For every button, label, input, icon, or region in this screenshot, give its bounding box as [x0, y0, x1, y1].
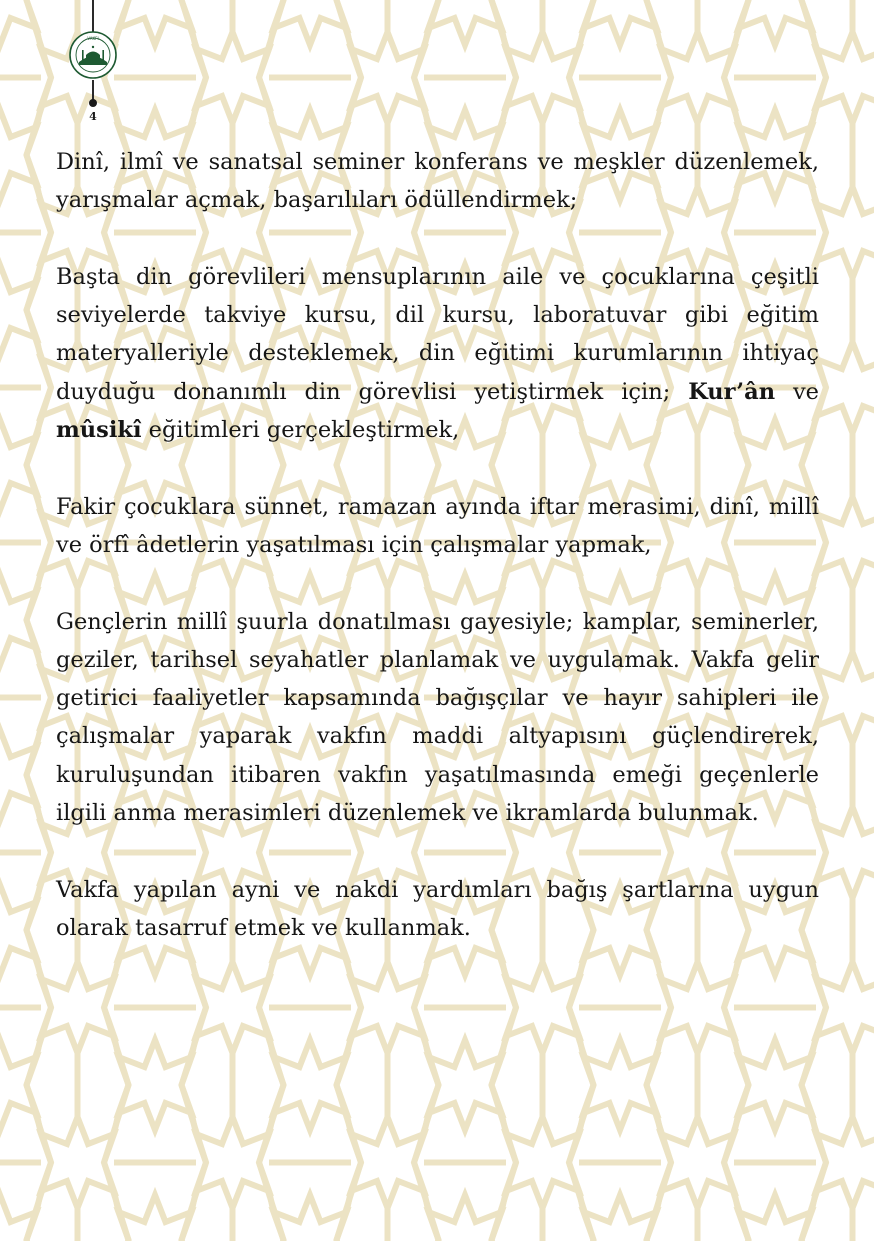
header-rule-top [92, 0, 94, 34]
paragraph-2-bold-musiki: mûsikî [56, 417, 142, 444]
paragraph-5: Vakfa yapılan ayni ve nakdi yardımları bağış şartlarına uygun olarak tasarruf etmek ve kullanmak. [56, 876, 819, 941]
foundation-seal-icon [69, 31, 117, 79]
paragraph-2-part-2: ve [775, 378, 819, 405]
paragraph-3: Fakir çocuklara sünnet, ramazan ayında iftar merasimi, dinî, millî ve örfî âdetlerin yaşatılması için çalışmalar yapmak, [56, 493, 819, 558]
header-dot [89, 99, 97, 107]
logo-ring-text: VAKFI [87, 36, 99, 41]
paragraph-1: Dinî, ilmî ve sanatsal seminer konferans ve meşkler düzenlemek, yarışmalar açmak, başarılıları ödüllendirmek; [56, 149, 819, 214]
header-rule-bottom [92, 80, 94, 101]
paragraph-2 [56, 258, 819, 449]
paragraph-2-part-3: eğitimleri gerçekleştirmek, [141, 417, 460, 444]
page-number: 4 [89, 110, 97, 123]
paragraph-4: Gençlerin millî şuurla donatılması gayesiyle; kamplar, seminerler, geziler, tarihsel seyahatler planlamak ve uygulamak. Vakfa gelir getirici faaliyetler kapsamında bağışçılar ve hayır sahipleri ile çalışmalar yaparak vakfın maddi altyapısını güçlendirerek, kuruluşundan itibaren vakfın yaşatılmasında emeği geçenlerle ilgili anma merasimleri düzenlemek ve ikramlarda bulunmak. [56, 608, 819, 827]
body-text [56, 143, 819, 947]
paragraph-2-part-1: Başta din görevlileri mensuplarının aile ve çocuklarına çeşitli seviyelerde takviye kursu, dil kursu, laboratuvar gibi eğitim materyalleriyle desteklemek, din eğitimi kurumlarının ihtiyaç duyduğu donanımlı din görevlisi yetiştirmek için; [56, 263, 819, 405]
paragraph-2-bold-quran: Kur’ân [688, 378, 776, 405]
